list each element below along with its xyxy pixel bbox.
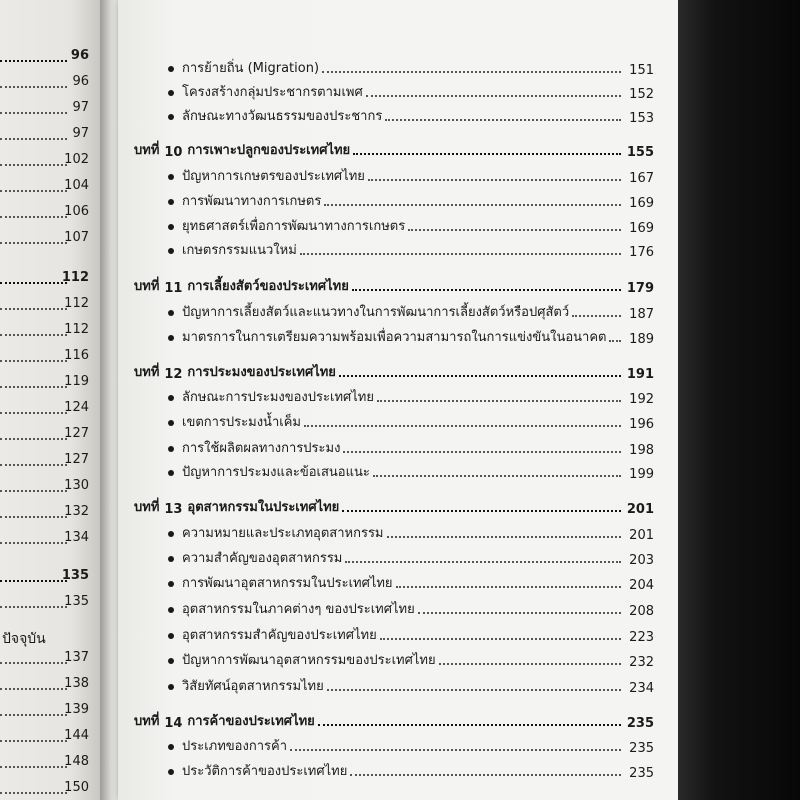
- page-number: 201: [626, 502, 654, 517]
- bullet-icon: [168, 420, 174, 426]
- leader-dots: [0, 412, 67, 414]
- page-number: 204: [629, 578, 654, 593]
- page-number: 150: [64, 780, 89, 795]
- page-number: 119: [64, 374, 89, 389]
- section-entry: [134, 648, 654, 670]
- left-page-row: [0, 702, 95, 722]
- leader-dots: [327, 689, 621, 691]
- leader-dots: [0, 490, 67, 492]
- page-number: 97: [72, 100, 89, 115]
- left-page-row: [0, 178, 95, 198]
- bullet-icon: [168, 607, 174, 613]
- leader-dots: [368, 179, 621, 181]
- leader-dots: [385, 119, 621, 121]
- chapter-number: 13: [164, 502, 183, 517]
- page-number: 152: [629, 87, 654, 102]
- leader-dots: [0, 112, 67, 114]
- page-number: 169: [629, 196, 654, 211]
- leader-dots: [0, 242, 67, 244]
- page-number: 135: [64, 594, 89, 609]
- left-page-row: [0, 270, 95, 290]
- left-page-row: [0, 754, 95, 774]
- page-number: 153: [629, 111, 654, 126]
- page-number: 232: [629, 655, 654, 670]
- section-title: โครงสร้างกลุ่มประชากรตามเพศ: [182, 85, 363, 100]
- page-number: 112: [64, 296, 89, 311]
- page-number: 155: [626, 145, 654, 160]
- section-entry: [134, 436, 654, 458]
- left-page: [0, 0, 100, 800]
- left-page-row: [0, 780, 95, 800]
- section-title: การย้ายถิ่น (Migration): [182, 61, 320, 76]
- bullet-icon: [168, 114, 174, 120]
- chapter-title: อุตสาหกรรมในประเทศไทย: [187, 500, 340, 515]
- leader-dots: [380, 638, 621, 640]
- leader-dots: [0, 308, 67, 310]
- leader-dots: [0, 334, 67, 336]
- page-number: 104: [64, 178, 89, 193]
- bullet-icon: [168, 90, 174, 96]
- section-entry: [134, 385, 654, 407]
- section-entry: [134, 546, 654, 568]
- leader-dots: [0, 60, 67, 62]
- section-title: มาตรการในการเตรียมความพร้อมเพื่อความสามารถในการแข่งขันในอนาคต: [182, 330, 607, 345]
- section-entry: [134, 734, 654, 756]
- section-entry: [134, 521, 654, 543]
- bullet-icon: [168, 335, 174, 341]
- left-page-row: [0, 426, 95, 446]
- page-number: 234: [629, 681, 654, 696]
- left-page-row: [0, 126, 95, 146]
- page-number: 144: [64, 728, 89, 743]
- leader-dots: [0, 138, 67, 140]
- page-number: 198: [629, 443, 654, 458]
- section-title: ประวัติการค้าของประเทศไทย: [182, 764, 348, 779]
- leader-dots: [366, 95, 621, 97]
- page-number: 97: [72, 126, 89, 141]
- chapter-entry: [134, 274, 654, 296]
- left-page-row: [0, 74, 95, 94]
- leader-dots: [396, 586, 621, 588]
- page-number: 107: [64, 230, 89, 245]
- section-title: ลักษณะทางวัฒนธรรมของประชากร: [182, 109, 383, 124]
- page-number: 235: [629, 741, 654, 756]
- chapter-entry: [134, 360, 654, 382]
- section-entry: [134, 623, 654, 645]
- chapter-title: การประมงของประเทศไทย: [187, 365, 336, 380]
- bullet-icon: [168, 248, 174, 254]
- bullet-icon: [168, 581, 174, 587]
- leader-dots: [290, 749, 621, 751]
- section-title: ประเภทของการค้า: [182, 739, 287, 754]
- leader-dots: [343, 451, 621, 453]
- section-title: เขตการประมงน้ำเค็ม: [182, 415, 301, 430]
- bullet-icon: [168, 66, 174, 72]
- chapter-number: 14: [164, 716, 183, 731]
- chapter-title: การเลี้ยงสัตว์ของประเทศไทย: [187, 279, 349, 294]
- section-title: วิสัยทัศน์อุตสาหกรรมไทย: [182, 679, 324, 694]
- page-number: 169: [629, 221, 654, 236]
- chapter-title: การค้าของประเทศไทย: [187, 714, 315, 729]
- page-number: 208: [629, 604, 654, 619]
- leader-dots: [0, 662, 67, 664]
- section-entry: [134, 80, 654, 102]
- left-page-row: [0, 152, 95, 172]
- chapter-label: บทที่: [134, 143, 160, 158]
- leader-dots: [0, 542, 67, 544]
- bullet-icon: [168, 310, 174, 316]
- section-entry: [134, 597, 654, 619]
- section-title: ปัญหาการเกษตรของประเทศไทย: [182, 169, 365, 184]
- leader-dots: [300, 253, 621, 255]
- chapter-entry: [134, 138, 654, 160]
- chapter-number: 10: [164, 145, 183, 160]
- leader-dots: [377, 400, 621, 402]
- left-page-row: [0, 230, 95, 250]
- left-page-row: [0, 504, 95, 524]
- page-number: 139: [64, 702, 89, 717]
- page-number: 96: [72, 74, 89, 89]
- leader-dots: [0, 438, 67, 440]
- leader-dots: [0, 282, 67, 284]
- bullet-icon: [168, 633, 174, 639]
- leader-dots: [387, 536, 621, 538]
- left-page-row: [0, 374, 95, 394]
- page-number: 192: [629, 392, 654, 407]
- section-entry: [134, 325, 654, 347]
- leader-dots: [339, 375, 621, 377]
- leader-dots: [324, 204, 621, 206]
- page-number: 176: [629, 245, 654, 260]
- page-number: 132: [64, 504, 89, 519]
- page-number: 179: [626, 281, 654, 296]
- page-number: 235: [629, 766, 654, 781]
- chapter-label: บทที่: [134, 500, 160, 515]
- left-page-row: [0, 594, 95, 614]
- page-number: 191: [626, 367, 654, 382]
- section-entry: [134, 410, 654, 432]
- leader-dots: [0, 164, 67, 166]
- section-entry: [134, 56, 654, 78]
- left-page-row: [0, 296, 95, 316]
- page-number: 112: [64, 322, 89, 337]
- left-page-row: [0, 628, 95, 648]
- section-title: เกษตรกรรมแนวใหม่: [182, 243, 297, 258]
- page-number: 235: [626, 716, 654, 731]
- left-page-row: [0, 400, 95, 420]
- section-title: ยุทธศาสตร์เพื่อการพัฒนาทางการเกษตร: [182, 219, 406, 234]
- page-number: 167: [629, 171, 654, 186]
- section-entry: [134, 759, 654, 781]
- section-entry: [134, 674, 654, 696]
- section-entry: [134, 238, 654, 260]
- chapter-title: การเพาะปลูกของประเทศไทย: [187, 143, 351, 158]
- leader-dots: [318, 724, 621, 726]
- page-number: 137: [64, 650, 89, 665]
- leader-dots: [0, 606, 67, 608]
- leader-dots: [408, 229, 621, 231]
- bullet-icon: [168, 470, 174, 476]
- left-page-row: [0, 478, 95, 498]
- leader-dots: [373, 475, 621, 477]
- chapter-number: 11: [164, 281, 183, 296]
- left-page-row: [0, 100, 95, 120]
- leader-dots: [353, 153, 621, 155]
- leader-dots: [439, 663, 621, 665]
- leader-dots: [352, 289, 621, 291]
- page-number: 196: [629, 417, 654, 432]
- page-number: 189: [629, 332, 654, 347]
- left-page-row: [0, 728, 95, 748]
- section-entry: [134, 300, 654, 322]
- section-title: ความหมายและประเภทอุตสาหกรรม: [182, 526, 384, 541]
- leader-dots: [0, 190, 67, 192]
- leader-dots: [0, 464, 67, 466]
- bullet-icon: [168, 556, 174, 562]
- section-title: อุตสาหกรรมในภาคต่างๆ ของประเทศไทย: [182, 602, 415, 617]
- section-entry: [134, 164, 654, 186]
- page-number: 112: [61, 270, 89, 285]
- page-number: 102: [64, 152, 89, 167]
- leader-dots: [0, 766, 67, 768]
- leader-dots: [0, 86, 67, 88]
- left-page-row: [0, 322, 95, 342]
- bullet-icon: [168, 531, 174, 537]
- chapter-entry: [134, 709, 654, 731]
- bullet-icon: [168, 395, 174, 401]
- left-page-row: [0, 650, 95, 670]
- leader-dots: [0, 792, 67, 794]
- left-page-row: [0, 676, 95, 696]
- page-number: 106: [64, 204, 89, 219]
- left-page-row: [0, 204, 95, 224]
- page-number: 138: [64, 676, 89, 691]
- bullet-icon: [168, 174, 174, 180]
- bullet-icon: [168, 658, 174, 664]
- section-entry: [134, 214, 654, 236]
- bullet-icon: [168, 199, 174, 205]
- page-number: 134: [64, 530, 89, 545]
- leader-dots: [0, 740, 67, 742]
- section-title: การใช้ผลิตผลทางการประมง: [182, 441, 341, 456]
- section-entry: [134, 571, 654, 593]
- page-number: 201: [629, 528, 654, 543]
- page-number: 116: [64, 348, 89, 363]
- bullet-icon: [168, 684, 174, 690]
- leader-dots: [609, 340, 621, 342]
- page-number: 127: [64, 452, 89, 467]
- chapter-entry: [134, 495, 654, 517]
- leader-dots: [418, 612, 621, 614]
- leader-dots: [572, 315, 621, 317]
- leader-dots: [0, 714, 67, 716]
- page-number: 96: [70, 48, 89, 63]
- page-number: 187: [629, 307, 654, 322]
- leader-dots: [0, 386, 67, 388]
- leader-dots: [0, 216, 67, 218]
- page-number: 130: [64, 478, 89, 493]
- section-title: การพัฒนาอุตสาหกรรมในประเทศไทย: [182, 576, 393, 591]
- section-title: ปัญหาการเลี้ยงสัตว์และแนวทางในการพัฒนาการเลี้ยงสัตว์หรือปศุสัตว์: [182, 305, 570, 320]
- section-title: การพัฒนาทางการเกษตร: [182, 194, 322, 209]
- page-number: 199: [629, 467, 654, 482]
- leader-dots: [0, 360, 67, 362]
- leader-dots: [345, 561, 621, 563]
- page-number: 151: [629, 63, 654, 78]
- chapter-label: บทที่: [134, 279, 160, 294]
- left-page-text: ปัจจุบัน: [2, 631, 46, 647]
- leader-dots: [350, 774, 621, 776]
- chapter-label: บทที่: [134, 365, 160, 380]
- left-page-row: [0, 568, 95, 588]
- bullet-icon: [168, 446, 174, 452]
- section-title: ปัญหาการประมงและข้อเสนอแนะ: [182, 465, 370, 480]
- left-page-row: [0, 48, 95, 68]
- section-title: ความสำคัญของอุตสาหกรรม: [182, 551, 343, 566]
- leader-dots: [322, 71, 621, 73]
- left-page-row: [0, 530, 95, 550]
- leader-dots: [0, 688, 67, 690]
- section-title: ลักษณะการประมงของประเทศไทย: [182, 390, 374, 405]
- left-page-row: [0, 348, 95, 368]
- background-shadow: [678, 0, 800, 800]
- page-number: 124: [64, 400, 89, 415]
- section-title: ปัญหาการพัฒนาอุตสาหกรรมของประเทศไทย: [182, 653, 436, 668]
- chapter-label: บทที่: [134, 714, 160, 729]
- section-entry: [134, 104, 654, 126]
- bullet-icon: [168, 744, 174, 750]
- leader-dots: [304, 425, 621, 427]
- left-page-row: [0, 452, 95, 472]
- page-number: 135: [61, 568, 89, 583]
- page-number: 148: [64, 754, 89, 769]
- page-number: 223: [629, 630, 654, 645]
- leader-dots: [0, 580, 67, 582]
- leader-dots: [0, 516, 67, 518]
- section-entry: [134, 189, 654, 211]
- section-title: อุตสาหกรรมสำคัญของประเทศไทย: [182, 628, 377, 643]
- page-number: 203: [629, 553, 654, 568]
- bullet-icon: [168, 769, 174, 775]
- bullet-icon: [168, 224, 174, 230]
- leader-dots: [342, 510, 621, 512]
- chapter-number: 12: [164, 367, 183, 382]
- page-number: 127: [64, 426, 89, 441]
- section-entry: [134, 460, 654, 482]
